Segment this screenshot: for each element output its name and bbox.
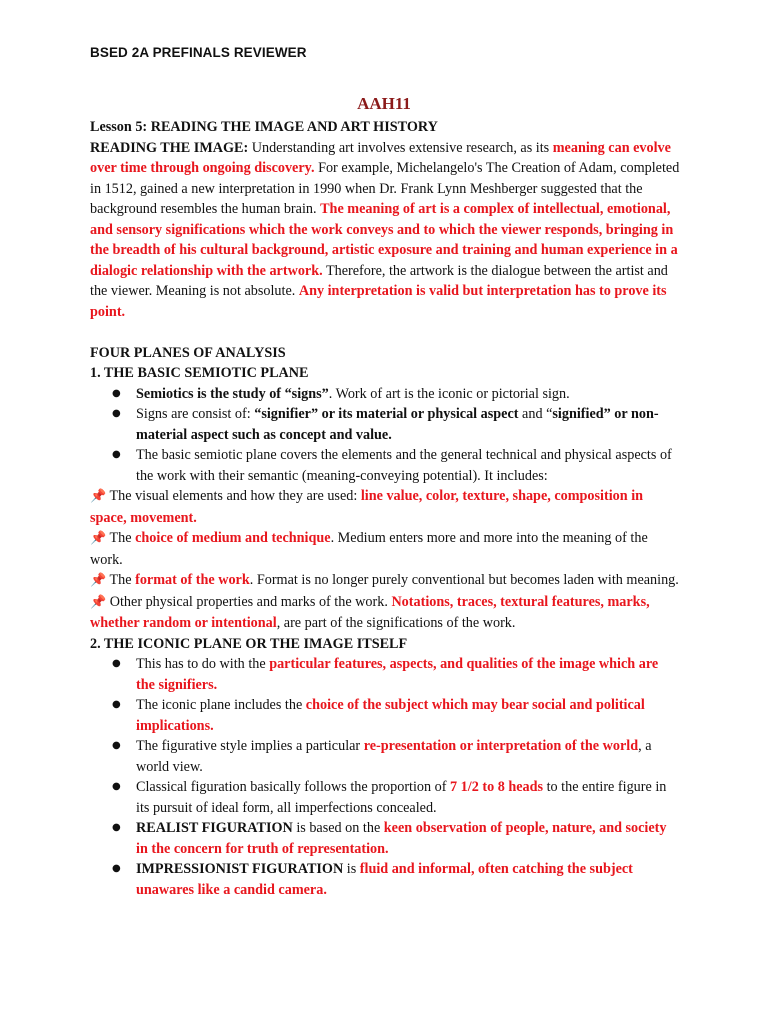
section-1-title: 1. THE BASIC SEMIOTIC PLANE	[90, 365, 309, 381]
signifier-definition: “signifier” or its material or physical aspect	[254, 406, 519, 422]
four-planes-heading: FOUR PLANES OF ANALYSIS	[90, 344, 286, 361]
list-item	[90, 404, 680, 445]
pin-text: The	[106, 572, 136, 588]
document-body	[90, 117, 680, 900]
list-text: Signs are consist of:	[136, 406, 255, 422]
pin-highlight: format of the work	[135, 572, 250, 588]
list-text: The figurative style implies a particular	[136, 738, 364, 754]
reading-highlight-2: The meaning of art is a complex of intellectual, emotional, and sensory significations which the work conveys and to which the viewer responds, bringing in the breadth of his cultural background, artistic exposure and training and human experience in a dialogic relationship with the artwork.	[90, 201, 678, 279]
list-text: Classical figuration basically follows the proportion of	[136, 779, 451, 795]
pin-highlight: Notations, traces, textural features, marks, whether random or intentional	[90, 593, 650, 631]
reading-highlight-3: Any interpretation is valid but interpretation has to prove its point.	[90, 283, 667, 320]
list-text: is	[343, 861, 360, 877]
section-2-bullets	[90, 654, 680, 900]
list-text: to the entire figure in its pursuit of ideal form, all imperfections concealed.	[136, 779, 667, 816]
reading-paragraph	[90, 138, 680, 323]
pushpin-icon: 📌	[90, 573, 107, 588]
document-header: BSED 2A PREFINALS REVIEWER	[90, 45, 307, 60]
list-item	[90, 654, 680, 695]
pin-text: . Medium enters more and more into the meaning of the work.	[90, 530, 648, 568]
reading-text-2: For example, Michelangelo's The Creation of Adam, completed in 1512, gained a new interpretation in 1990 when Dr. Frank Lynn Meshberger suggested that the background resembles the human brain.	[90, 160, 680, 217]
pin-text: The visual elements and how they are used:	[106, 488, 361, 504]
pushpin-icon: 📌	[90, 594, 107, 610]
list-text: . Work of art is the iconic or pictorial sign.	[328, 385, 570, 402]
section-1-bullets	[90, 384, 680, 487]
list-item	[90, 695, 680, 736]
list-highlight: keen observation of people, nature, and society in the concern for truth of representation.	[136, 820, 667, 857]
pin-highlight: choice of medium and technique	[135, 530, 331, 546]
list-highlight: fluid and informal, often catching the subject unawares like a candid camera.	[136, 861, 633, 898]
list-highlight: choice of the subject which may bear social and political implications.	[136, 697, 645, 734]
list-text: , a world view.	[136, 738, 652, 775]
pushpin-icon: 📌	[90, 531, 107, 546]
list-item	[90, 736, 680, 777]
pin-item	[90, 486, 680, 528]
pin-text: . Format is no longer purely conventional but becomes laden with meaning.	[249, 572, 679, 588]
list-item	[90, 859, 680, 900]
list-highlight: particular features, aspects, and qualities of the image which are the signifiers.	[136, 656, 659, 693]
list-text: The iconic plane includes the	[136, 697, 306, 713]
pin-item	[90, 528, 680, 570]
impressionist-figuration-term: IMPRESSIONIST FIGURATION	[136, 861, 344, 877]
list-item	[90, 818, 680, 859]
pin-text: Other physical properties and marks of the work.	[106, 593, 392, 610]
list-item	[90, 384, 680, 405]
course-title: AAH11	[357, 94, 411, 113]
list-item	[90, 777, 680, 818]
pin-text: The	[106, 530, 136, 546]
reading-text-3: Therefore, the artwork is the dialogue between the artist and the viewer. Meaning is not absolute.	[90, 262, 668, 299]
list-highlight: re-presentation or interpretation of the world	[363, 738, 639, 754]
pin-item	[90, 570, 680, 592]
semiotics-definition: Semiotics is the study of “signs”	[136, 385, 329, 402]
realist-figuration-term: REALIST FIGURATION	[136, 820, 293, 836]
list-text: and “	[518, 406, 553, 422]
reading-highlight-1: meaning can evolve over time through ongoing discovery.	[90, 139, 671, 176]
pin-highlight: line value, color, texture, shape, composition in space, movement.	[90, 488, 644, 526]
pin-item	[90, 592, 680, 634]
list-text: This has to do with the	[136, 656, 270, 672]
pushpin-icon: 📌	[90, 489, 107, 504]
reading-text-1: Understanding art involves extensive research, as its	[248, 139, 553, 156]
section-2-title: 2. THE ICONIC PLANE OR THE IMAGE ITSELF	[90, 635, 408, 652]
pin-text: , are part of the significations of the work.	[276, 615, 516, 631]
list-text: The basic semiotic plane covers the elements and the general technical and physical aspects of the work with their semantic (meaning-conveying potential). It includes:	[136, 447, 672, 484]
lesson-title: Lesson 5: READING THE IMAGE AND ART HISTORY	[90, 119, 438, 135]
list-item	[90, 445, 680, 486]
list-highlight: 7 1/2 to 8 heads	[450, 779, 544, 795]
reading-label: READING THE IMAGE:	[90, 139, 249, 156]
list-text: is based on the	[292, 820, 384, 836]
spacer	[90, 322, 680, 343]
signified-definition: signified” or non-material aspect such as concept and value.	[136, 406, 659, 443]
